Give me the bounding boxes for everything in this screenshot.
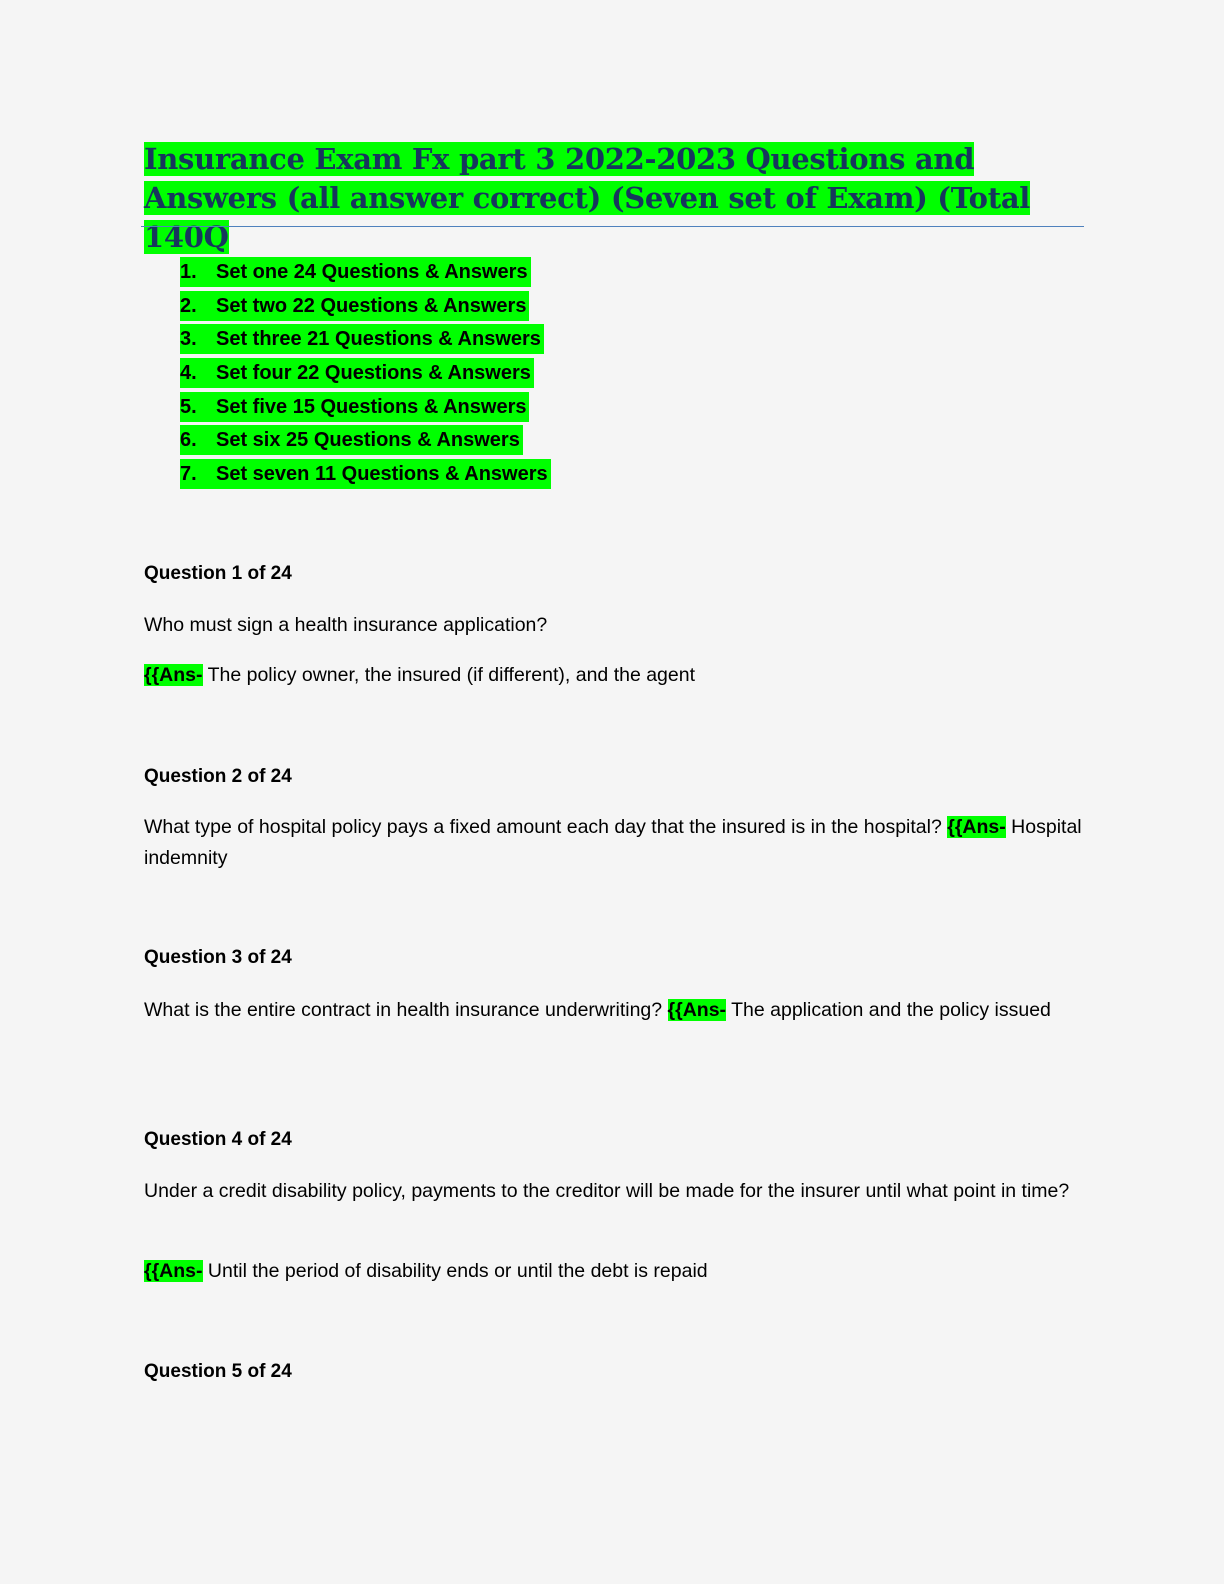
list-item-number: 5. <box>180 395 197 418</box>
answer-line <box>144 1256 1084 1287</box>
list-item-label: Set two 22 Questions & Answers <box>216 294 527 317</box>
exam-sets-list <box>180 257 551 493</box>
list-item <box>180 257 551 291</box>
answer-text: Until the period of disability ends or until the debt is repaid <box>202 1260 708 1282</box>
question-heading: Question 2 of 24 <box>144 766 292 787</box>
question-text: What type of hospital policy pays a fixed amount each day that the insured is in the hospital? <box>144 816 948 838</box>
list-item-number: 7. <box>180 463 197 486</box>
list-item-label: Set four 22 Questions & Answers <box>216 362 531 385</box>
list-item-label: Set six 25 Questions & Answers <box>216 429 520 452</box>
list-item-number: 4. <box>180 362 197 385</box>
answer-line <box>144 660 1084 691</box>
list-item <box>180 358 551 392</box>
list-item-label: Set one 24 Questions & Answers <box>216 261 528 283</box>
question-text: Who must sign a health insurance application? <box>144 614 548 636</box>
answer-text: The application and the policy issued <box>726 999 1051 1021</box>
question-heading: Question 1 of 24 <box>144 563 292 584</box>
answer-tag: {{Ans- <box>144 1260 203 1282</box>
question-heading: Question 3 of 24 <box>144 947 292 968</box>
list-item <box>180 324 551 358</box>
list-item-highlight <box>180 291 529 321</box>
list-item-highlight <box>180 459 551 489</box>
list-item-label: Set three 21 Questions & Answers <box>216 328 541 351</box>
question-block <box>144 995 1084 1026</box>
question-heading: Question 4 of 24 <box>144 1129 292 1150</box>
list-item-number: 6. <box>180 429 197 452</box>
list-item-highlight <box>180 257 531 287</box>
list-item-highlight <box>180 392 529 422</box>
list-item-number: 3. <box>180 328 197 351</box>
list-item <box>180 459 551 493</box>
answer-text: The policy owner, the insured (if different), and the agent <box>202 664 696 686</box>
answer-tag: {{Ans- <box>947 816 1006 838</box>
question-block <box>144 812 1084 874</box>
list-item <box>180 291 551 325</box>
answer-tag: {{Ans- <box>144 664 203 686</box>
title-highlight: Insurance Exam Fx part 3 2022-2023 Questions and Answers (all answer correct) (Seven set of Exam) (Total 140Q <box>144 142 1031 254</box>
list-item-number: 2. <box>180 294 197 317</box>
list-item-number: 1. <box>180 261 197 283</box>
question-heading: Question 5 of 24 <box>144 1361 292 1382</box>
list-item <box>180 392 551 426</box>
list-item-highlight <box>180 324 544 354</box>
list-item-label: Set seven 11 Questions & Answers <box>216 463 548 486</box>
list-item-highlight <box>180 425 523 455</box>
list-item <box>180 425 551 459</box>
title-underline-rule <box>141 226 1084 227</box>
list-item-label: Set five 15 Questions & Answers <box>216 395 527 418</box>
answer-text: Hospital indemnity <box>144 816 1082 869</box>
document-title <box>144 140 1079 257</box>
question-text: What is the entire contract in health insurance underwriting? <box>144 999 668 1021</box>
question-text: Under a credit disability policy, payments to the creditor will be made for the insurer until what point in time? <box>144 1180 1070 1202</box>
answer-tag: {{Ans- <box>667 999 727 1021</box>
list-item-highlight <box>180 358 534 388</box>
